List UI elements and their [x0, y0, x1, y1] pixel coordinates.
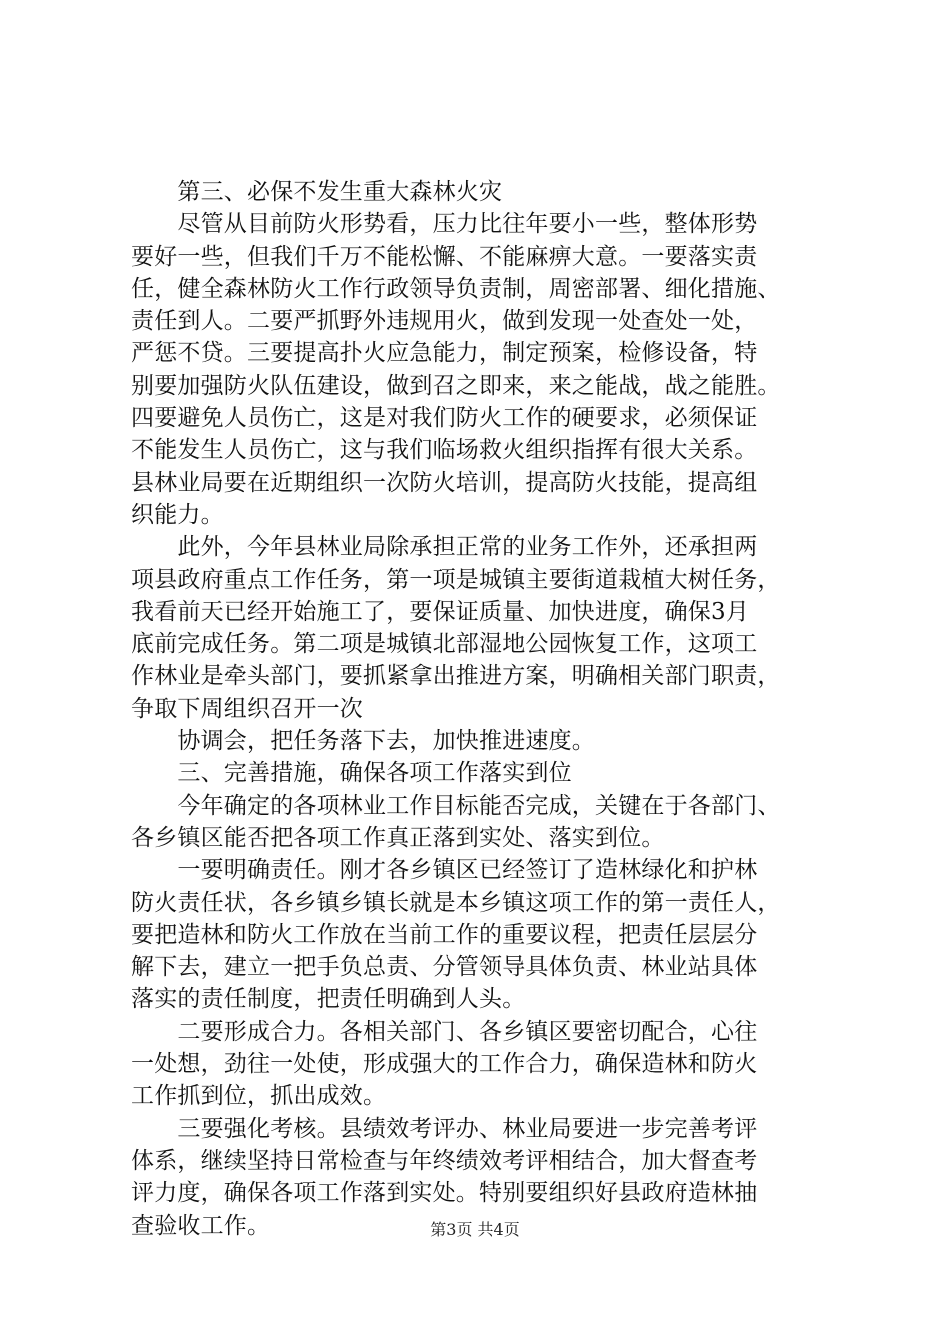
text-line: 作林业是牵头部门，要抓紧拿出推进方案，明确相关部门职责，	[131, 663, 781, 690]
text-line: 底前完成任务。第二项是城镇北部湿地公园恢复工作，这项工	[131, 631, 758, 658]
text-line: 严惩不贷。三要提高扑火应急能力，制定预案，检修设备，特	[131, 340, 758, 367]
text-line: 要把造林和防火工作放在当前工作的重要议程，把责任层层分	[131, 921, 758, 948]
text-line: 工作抓到位，抓出成效。	[131, 1083, 387, 1110]
text-line: 四要避免人员伤亡，这是对我们防火工作的硬要求，必须保证	[131, 405, 758, 432]
text-line: 一处想，劲往一处使，形成强大的工作合力，确保造林和防火	[131, 1051, 758, 1078]
text-line: 第三、必保不发生重大森林火灾	[131, 179, 503, 205]
text-line: 尽管从目前防火形势看，压力比往年要小一些，整体形势	[131, 211, 758, 238]
text-line: 各乡镇区能否把各项工作真正落到实处、落实到位。	[131, 824, 665, 851]
text-line: 体系，继续坚持日常检查与年终绩效考评相结合，加大督查考	[131, 1147, 758, 1174]
text-line: 防火责任状，各乡镇乡镇长就是本乡镇这项工作的第一责任人，	[131, 889, 781, 916]
text-line: 解下去，建立一把手负总责、分管领导具体负责、林业站具体	[131, 954, 758, 981]
text-line: 一要明确责任。刚才各乡镇区已经签订了造林绿化和护林	[131, 857, 758, 884]
text-line: 查验收工作。	[131, 1212, 271, 1239]
text-line: 项县政府重点工作任务，第一项是城镇主要街道栽植大树任务，	[131, 566, 781, 593]
text-line: 三要强化考核。县绩效考评办、林业局要进一步完善考评	[131, 1115, 758, 1142]
text-line: 此外，今年县林业局除承担正常的业务工作外，还承担两	[131, 534, 758, 561]
text-line: 协调会，把任务落下去，加快推进速度。	[131, 728, 595, 755]
text-line: 评力度，确保各项工作落到实处。特别要组织好县政府造林抽	[131, 1180, 758, 1207]
text-line: 争取下周组织召开一次	[131, 695, 363, 722]
text-line: 今年确定的各项林业工作目标能否完成，关键在于各部门、	[131, 792, 781, 819]
text-line: 要好一些，但我们千万不能松懈、不能麻痹大意。一要落实责	[131, 243, 758, 270]
text-line: 责任到人。二要严抓野外违规用火，做到发现一处查处一处，	[131, 308, 758, 335]
text-line: 我看前天已经开始施工了，要保证质量、加快进度，确保3月	[131, 598, 750, 625]
page-footer: 第3页 共4页	[430, 1220, 520, 1239]
text-line: 别要加强防火队伍建设，做到召之即来，来之能战，战之能胜。	[131, 372, 781, 399]
text-line: 不能发生人员伤亡，这与我们临场救火组织指挥有很大关系。	[131, 437, 758, 464]
text-line: 三、完善措施，确保各项工作落实到位	[131, 760, 572, 787]
text-line: 二要形成合力。各相关部门、各乡镇区要密切配合，心往	[131, 1018, 758, 1045]
text-line: 县林业局要在近期组织一次防火培训，提高防火技能，提高组	[131, 469, 758, 496]
document-body	[131, 176, 857, 1242]
text-line: 落实的责任制度，把责任明确到人头。	[131, 986, 526, 1013]
text-line: 织能力。	[131, 501, 224, 528]
text-line: 任，健全森林防火工作行政领导负责制，周密部署、细化措施、	[131, 275, 781, 302]
